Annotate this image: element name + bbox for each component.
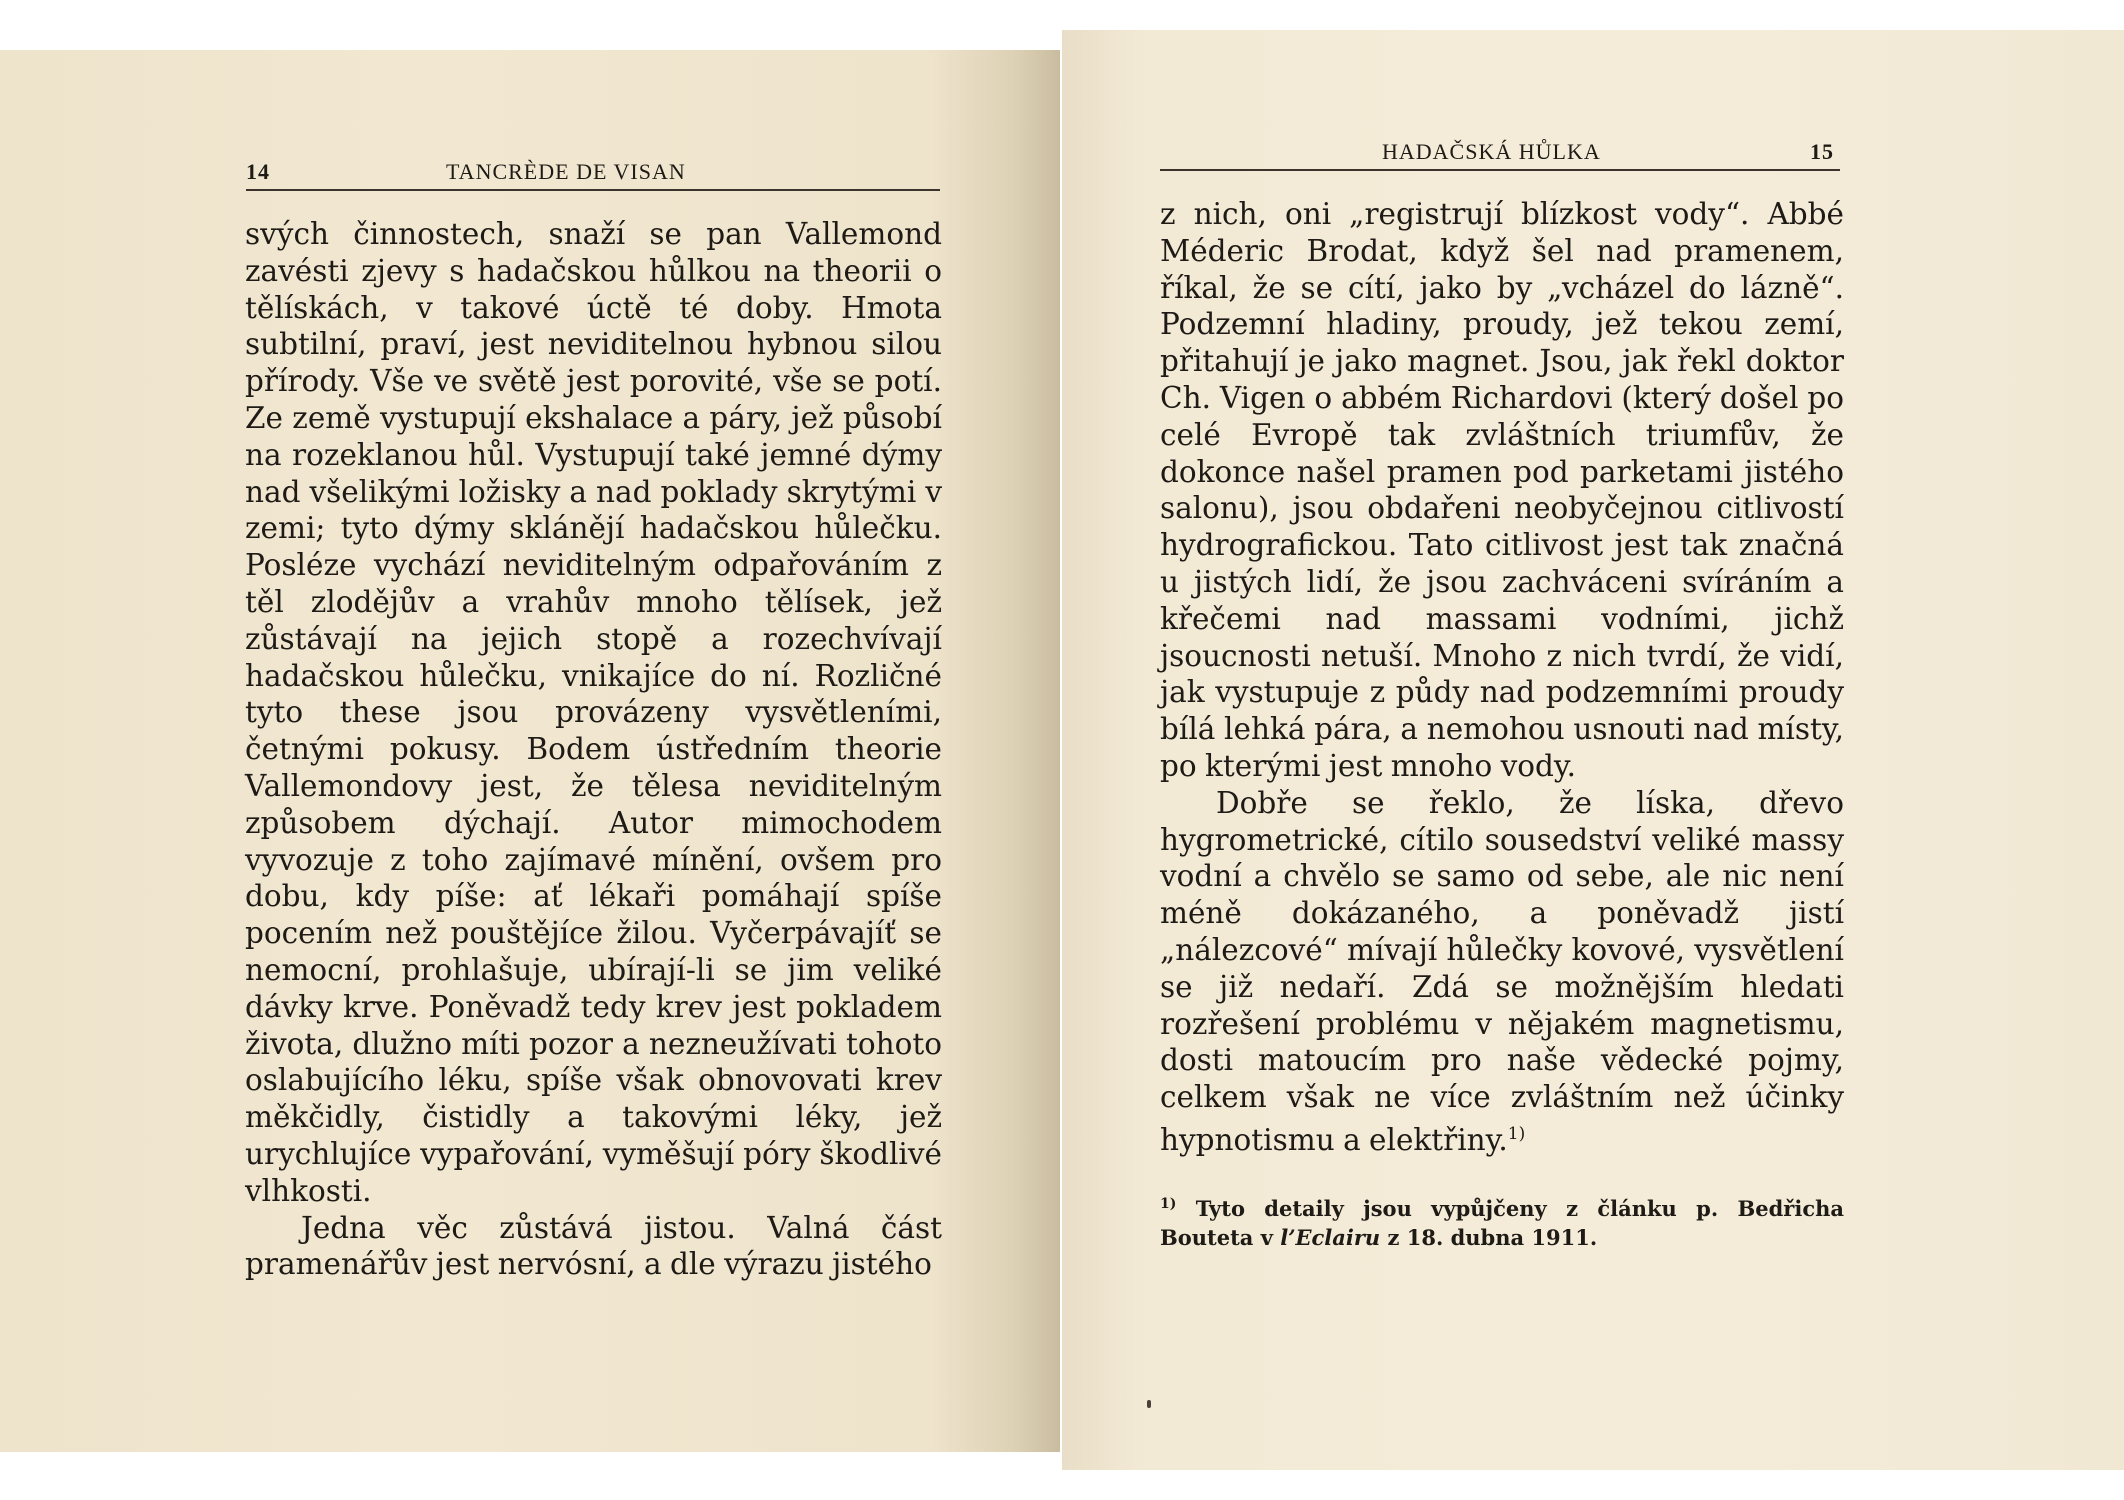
left-page xyxy=(0,50,1060,1452)
footnote-text-end: z 18. dubna 1911. xyxy=(1380,1225,1598,1250)
page-number-right: 15 xyxy=(1810,139,1834,164)
print-speck xyxy=(1147,1400,1151,1408)
paragraph-right-2-text: Dobře se řeklo, že líska, dřevo hygrometrické, cítilo sousedství veliké massy vodní a chvělo se samo od sebe, ale nic není méně dokázaného, a poněvadž jistí „nálezcové“ mívají hůlečky kovové, vysvětlení se již nedaří. Zdá se možnějším hledati rozřešení problému v nějakém magnetismu, dosti matoucím pro naše vědecké pojmy, celkem však ne více zvláštním než účinky hypnotismu a elektřiny. xyxy=(1160,785,1844,1157)
page-number-left: 14 xyxy=(246,159,270,184)
body-text-left xyxy=(245,216,942,1283)
running-head-title-left: TANCRÈDE DE VISAN xyxy=(446,159,686,184)
footnote-mark: 1) xyxy=(1160,1196,1177,1212)
footnote-reference[interactable]: 1) xyxy=(1507,1123,1526,1144)
footnote-text-start: Tyto detaily jsou vypůjčeny z článku p. Bedřicha Bouteta v xyxy=(1160,1196,1844,1250)
footnote xyxy=(1160,1190,1844,1252)
footnote-source-title: l’Eclairu xyxy=(1280,1225,1381,1250)
right-page xyxy=(1062,30,2124,1470)
paragraph-right-2 xyxy=(1160,785,1844,1159)
paragraph-left-1: svých činnostech, snaží se pan Vallemond zavésti zjevy s hadačskou hůlkou na theorii o tělískách, v takové úctě té doby. Hmota subtilní, praví, jest neviditelnou hybnou silou přírody. Vše ve světě jest porovité, vše se potí. Ze země vystupují ekshalace a páry, jež působí na rozeklanou hůl. Vystupují také jemné dýmy nad všelikými ložisky a nad poklady skrytými v zemi; tyto dýmy sklánějí hadačskou hůlečku. Posléze vychází neviditelným odpařováním z těl zlodějův a vrahův mnoho tělísek, jež zůstávají na jejich stopě a rozechvívají hadačskou hůlečku, vnikajíce do ní. Rozličné tyto these jsou provázeny vysvětleními, četnými pokusy. Bodem ústředním theorie Vallemondovy jest, že tělesa neviditelným způsobem dýchají. Autor mimochodem vyvozuje z toho zajímavé mínění, ovšem pro dobu, kdy píše: ať lékaři pomáhají spíše pocením než pouštějíce žilou. Vyčerpávajíť se nemocní, prohlašuje, ubírají-li se jim veliké dávky krve. Poněvadž tedy krev jest pokladem života, dlužno míti pozor a nezneužívati tohoto oslabujícího léku, spíše však obnovovati krev měkčidly, čistidly a takovými léky, jež urychlujíce vypařování, vyměšují póry škodlivé vlhkosti. xyxy=(245,217,942,1208)
running-head-title-right: HADAČSKÁ HŮLKA xyxy=(1382,139,1601,164)
body-text-right xyxy=(1160,196,1844,1159)
running-head-right xyxy=(1160,135,1840,171)
running-head-left xyxy=(246,155,940,191)
paragraph-left-2: Jedna věc zůstává jistou. Valná část pramenářův jest nervósní, a dle výrazu jistého xyxy=(245,1210,942,1282)
paragraph-right-1: z nich, oni „registrují blízkost vody“. Abbé Méderic Brodat, když šel nad pramenem, říkal, že se cítí, jako by „vcházel do lázně“. Podzemní hladiny, proudy, jež tekou zemí, přitahují je jako magnet. Jsou, jak řekl doktor Ch. Vigen o abbém Richardovi (který došel po celé Evropě tak zvláštních triumfův, že dokonce našel pramen pod parketami jistého salonu), jsou obdařeni neobyčejnou citlivostí hydrografickou. Tato citlivost jest tak značná u jistých lidí, že jsou zachváceni svíráním a křečemi nad massami vodními, jichž jsoucnosti netuší. Mnoho z nich tvrdí, že vidí, jak vystupuje z půdy nad podzemními proudy bílá lehká pára, a nemohou usnouti nad místy, po kterými jest mnoho vody. xyxy=(1160,197,1844,783)
